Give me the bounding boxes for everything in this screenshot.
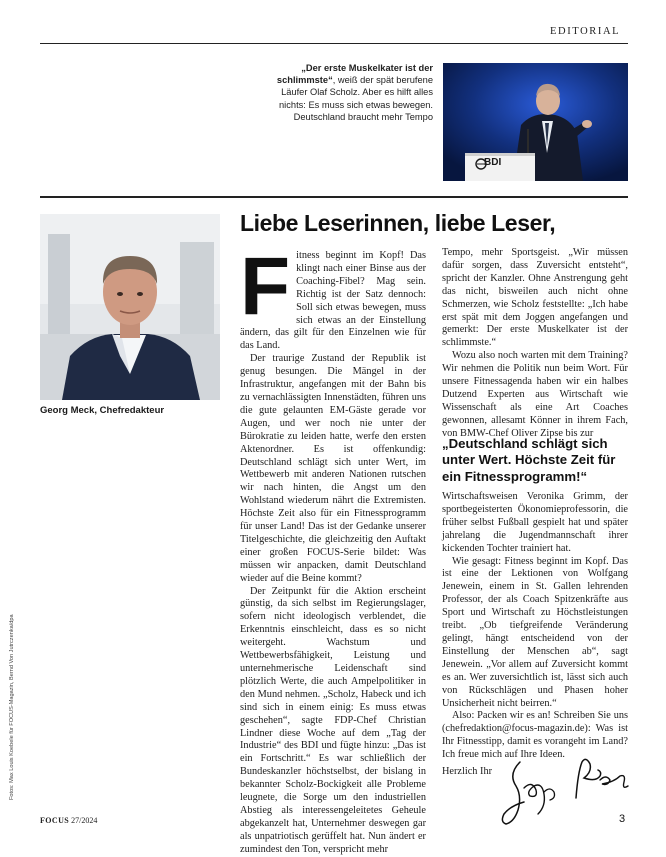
lead-text: itness beginnt im Kopf! Das klingt nach einer Binse aus der Coaching-Fibel? Mag sein. Richtig ist der Satz dennoch: Soll sich etwas bewegen, muss sich etwas an der Einstellung ändern, das gilt für den Einzelnen wie für das Land. (240, 250, 426, 352)
portrait-caption: Georg Meck, Chefredakteur (40, 405, 165, 416)
article-paragraph: Tempo, mehr Sportsgeist. „Wir müssen dafür sorgen, dass Zuversicht entsteht“, spricht der Kanzler. Ohne Anstrengung geht das nicht, bisweilen auch nicht ohne Schmerzen, wie Scholz feststellte: „Ich habe erst spät mit dem Joggen angefangen und gemerkt: Der erste Muskelkater ist der schlimmste.“ (442, 247, 628, 349)
sign-off: Herzlich Ihr (442, 766, 493, 777)
drop-cap: F (240, 241, 291, 332)
podium-logo: BDI (484, 157, 502, 168)
article-column-2-top (442, 247, 628, 441)
issue-number: 27/2024 (71, 816, 98, 825)
article-paragraph: Wie gesagt: Fitness beginnt im Kopf. Das ist eine der Lektionen von Wolfgang Jenewein, einem in St. Gallen lehrenden Professor, der als Coach Spitzenkräfte aus Sport und Wirtschaft zu Höchstleistungen treibt. „Ob tiefgreifende Veränderung gelingt, hängt entscheidend von der Einstellung der Menschen ab“, sagt Jenewein. „Vor allem auf Zuversicht kommt es an. Wer zuversichtlich ist, lässt sich auch von Rückschlägen und Phasen hoher Unsicherheit nicht beirren.“ (442, 555, 628, 709)
section-label: EDITORIAL (550, 26, 621, 37)
article-paragraph: Der Zeitpunkt für die Aktion erscheint günstig, da sich selbst im Regierungslager, sofern nicht ideologisch verblendet, die Erkenntnis einschleicht, dass es so nicht weitergeht. Wachstum und Wettbewerbsfähigkeit, Leistung und unternehmerische Leidenschaft sind plötzlich Werte, die auch Ampelpolitiker in den Mund nehmen. „Scholz, Habeck und ich sind sich in einem einig: Es muss etwas geschehen“, sagte FDP-Chef Christian Lindner diese Woche auf dem „Tag der Industrie“ des BDI und fügte hinzu: „Das ist ein Fortschritt.“ Es war schließlich der Bundeskanzler höchstselbst, der bislang in bekannter Scholz-Bockigkeit alle Probleme leugnete, die Sorge um den industriellen Abstieg als interessengeleitetes Geheule abgekanzelt hat, Unternehmer deswegen gar als unpatriotisch gerüffelt hat. Nun ändert er zumindest den Ton, verspricht mehr (240, 585, 426, 855)
teaser-caption-text: , weiß der spät berufene Läufer Olaf Scholz. Aber es hilft alles nichts: Es muss sich etwas bewegen. Deutschland braucht mehr Tempo (279, 75, 433, 122)
article-headline: Liebe Leserinnen, liebe Leser, (240, 210, 556, 236)
page-number: 3 (619, 813, 626, 825)
photo-credit: Fotos: Max Louis Koebele für FOCUS-Magazin, Bernd Von Jutrczenka/dpa (9, 614, 15, 800)
article-paragraph: Wirtschaftsweisen Veronika Grimm, der sportbegeisterten Ökonomieprofessorin, die früher selbst Fußball gespielt hat und später jahrelang die Jugendmannschaft ihrer kickenden Tochter trainiert hat. (442, 491, 628, 554)
author-portrait (40, 214, 220, 400)
article-paragraph: Der traurige Zustand der Republik ist genug besungen. Die Mängel in der Infrastruktur, angefangen mit der Bahn bis zu vernachlässigten Innenstädten, führen uns die gute gelaunten EM-Gäste gerade vor Augen, und wer noch nie unter der Bürokratie zu leiden hatte, werfe den ersten Aktenordner. Es ist offenkundig: Deutschland schlägt sich unter Wert, im Wettbewerb mit anderen Nationen rutschen wir nach hinten, die Angst um den Wohlstand wiederum nährt die Extremisten. Höchste Zeit also für ein Fitnessprogramm für unser Land! Das ist der Gedanke unserer Titelgeschichte, die gleichzeitig den Auftakt einer großen FOCUS-Serie bildet: Was müssen wir anpacken, damit Deutschland wieder auf die Beine kommt? (240, 353, 426, 584)
article-paragraph: Wozu also noch warten mit dem Training? Wir nehmen die Politik nun beim Wort. Für unsere Fitnessagenda haben wir ein halbes Dutzend Experten aus Wirtschaft wie Wissenschaft als eine Art Coaches gewonnen, allesamt Könner in ihrem Fach, von BMW-Chef Oliver Zipse bis zur (442, 350, 628, 439)
scholz-podium-illustration (443, 63, 628, 181)
magazine-name: FOCUS (40, 816, 70, 825)
footer-brand (40, 816, 97, 825)
teaser-quote: „Der erste Muskelkater ist der schlimmste“ (276, 63, 433, 86)
article-paragraph: Also: Packen wir es an! Schreiben Sie uns (chefredaktion@focus-magazin.de): Was ist Ihr Fitnesstipp, damit es vorangeht im Land? Ich freue mich auf Ihre Ideen. (442, 710, 628, 761)
article-column-1 (240, 241, 426, 857)
teaser-caption (268, 62, 433, 123)
author-portrait-illustration (40, 214, 220, 400)
teaser-photo (443, 63, 628, 181)
section-divider (40, 196, 628, 198)
article-paragraph (240, 241, 426, 353)
top-rule (40, 43, 628, 44)
handwritten-signature (498, 752, 630, 828)
article-column-2-bottom (442, 491, 628, 762)
pull-quote: „Deutschland schlägt sich unter Wert. Höchste Zeit für ein Fitnessprogramm!“ (442, 436, 616, 484)
